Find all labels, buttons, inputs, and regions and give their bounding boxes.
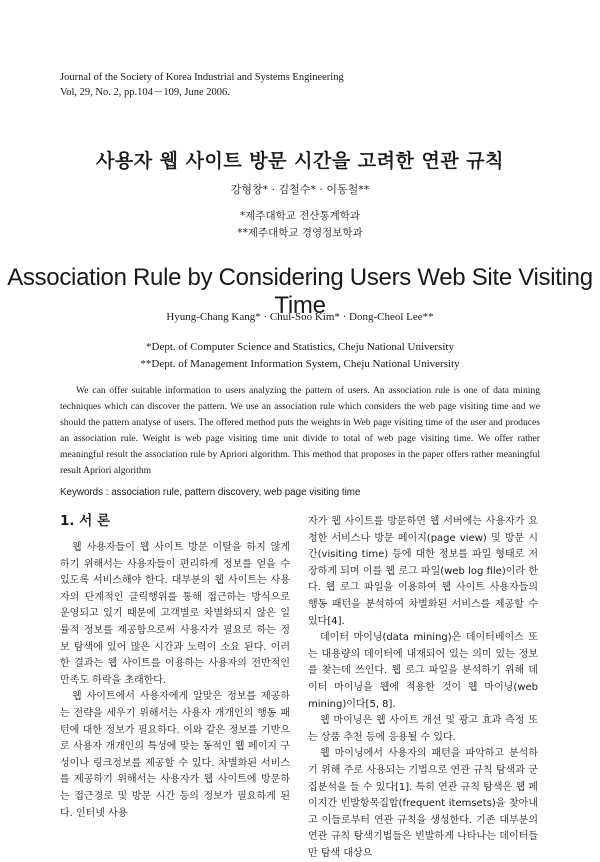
english-affiliation-2: **Dept. of Management Information System, Cheju National University — [140, 358, 460, 370]
english-authors: Hyung-Chang Kang* · Chul-Soo Kim* · Dong-Cheol Lee** — [166, 311, 434, 323]
right-paragraph-1: 자가 웹 사이트를 방문하면 웹 서버에는 사용자가 요청한 서비스나 방문 페이지(page view) 및 방문 시간(visiting time) 등에 대한 정보를 파일 형태로 저장하게 되며 이를 웹 로그 파일(web log file)이라 한다. 웹 로그 파일을 이용하여 웹 사이트 사용자들의 행동 패턴을 분석하여 차별화된 서비스를 제공할 수 있다[4]. — [308, 516, 538, 627]
right-paragraph-3: 웹 마이닝은 웹 사이트 개선 및 광고 효과 측정 또는 상품 추천 등에 응용될 수 있다. — [308, 715, 538, 743]
intro-paragraph-1: 웹 사용자들이 웹 사이트 방문 이탈을 하지 않게 하기 위해서는 사용자들이 편리하게 정보를 얻을 수 있도록 서비스해야 한다. 대부분의 웹 사이트는 사용자의 단계적인 클릭행위를 통해 접근하는 방식으로 운영되고 있기 때문에 고객별로 차별화되지 않은 일률적 정보를 제공함으로써 사용자가 필요로 하는 정보 탐색에 있어 많은 시간과 노력이 소요 된다. 이러한 결과는 웹 사이트를 이용하는 사용자의 전반적인 만족도 하락을 초래한다. — [60, 542, 290, 686]
keywords-text: : association rule, pattern discovery, web page visiting time — [105, 487, 361, 498]
journal-volume: Vol, 29, No. 2, pp.104－109, June 2006. — [60, 87, 230, 98]
keywords — [60, 487, 540, 498]
journal-name: Journal of the Society of Korea Industrial and Systems Engineering — [60, 72, 344, 83]
korean-affiliation-1: *제주대학교 전산통계학과 — [239, 210, 361, 222]
korean-title: 사용자 웹 사이트 방문 시간을 고려한 연관 규칙 — [95, 150, 505, 172]
right-paragraph-2: 데이터 마이닝(data mining)은 데이터베이스 또는 대용량의 데이터에 내재되어 있는 의미 있는 정보를 찾는데 쓰인다. 웹 로그 파일을 분석하기 위해 데이터 마이닝을 웹에 적용한 것이 웹 마이닝(web mining)이다[5, 8]. — [308, 632, 538, 710]
english-title: Association Rule by Considering Users Web Site Visiting Time — [7, 264, 593, 319]
intro-paragraph-2: 웹 사이트에서 사용자에게 알맞은 정보를 제공하는 전략을 세우기 위해서는 사용자 개개인의 행동 패턴에 대한 정보가 필요하다. 이와 같은 정보를 기반으로 사용자 개개인의 특성에 맞는 동적인 웹 페이지 구성이나 링크정보를 제공할 수 있다. 차별화된 서비스를 제공하기 위해서는 사용자가 웹 사이트에 방문하는 접근경로 및 방문 시간 등의 정보가 필요하게 된다. 인터넷 사용 — [60, 691, 290, 819]
korean-authors: 강형창* · 김철수* · 이동철** — [230, 183, 370, 196]
right-paragraph-4: 웹 마이닝에서 사용자의 패턴을 파악하고 분석하기 위해 주로 사용되는 기법으로 연관 규칙 탐색과 군집분석을 들 수 있다[1]. 특히 연관 규칙 탐색은 웹 페이지간 빈발항목집합(frequent itemsets)을 찾아내고 이들로부터 연관 규칙을 생성한다. 기존 대부분의 연관 규칙 탐색기법들은 빈발하게 나타나는 데이터들만 탐색 대상으 — [308, 748, 538, 859]
section-heading-introduction: 1. 서 론 — [60, 513, 111, 529]
right-column — [308, 514, 538, 862]
english-affiliation-1: *Dept. of Computer Science and Statistics, Cheju National University — [146, 341, 454, 353]
english-affiliations — [0, 339, 600, 373]
left-column — [60, 512, 290, 822]
keywords-label: Keywords — [60, 487, 104, 498]
abstract: We can offer suitable information to users analyzing the pattern of users. An association rule is one of data mining techniques which can discover the pattern. We use an association rule which considers the web page visiting time and we should the pattern analyse of users. The offered method puts the weights in Web page visiting time of the user and produces an association rule. Weight is web page visiting time unit divide to total of web page visiting time. We offer rather meaningful result the association rule by Apriori algorithm. This method that proposes in the paper offers rather meaningful result Apriori algorithm — [60, 385, 540, 476]
journal-citation — [60, 70, 344, 100]
korean-affiliation-2: **제주대학교 경영정보학과 — [237, 227, 363, 239]
korean-affiliations — [0, 208, 600, 242]
